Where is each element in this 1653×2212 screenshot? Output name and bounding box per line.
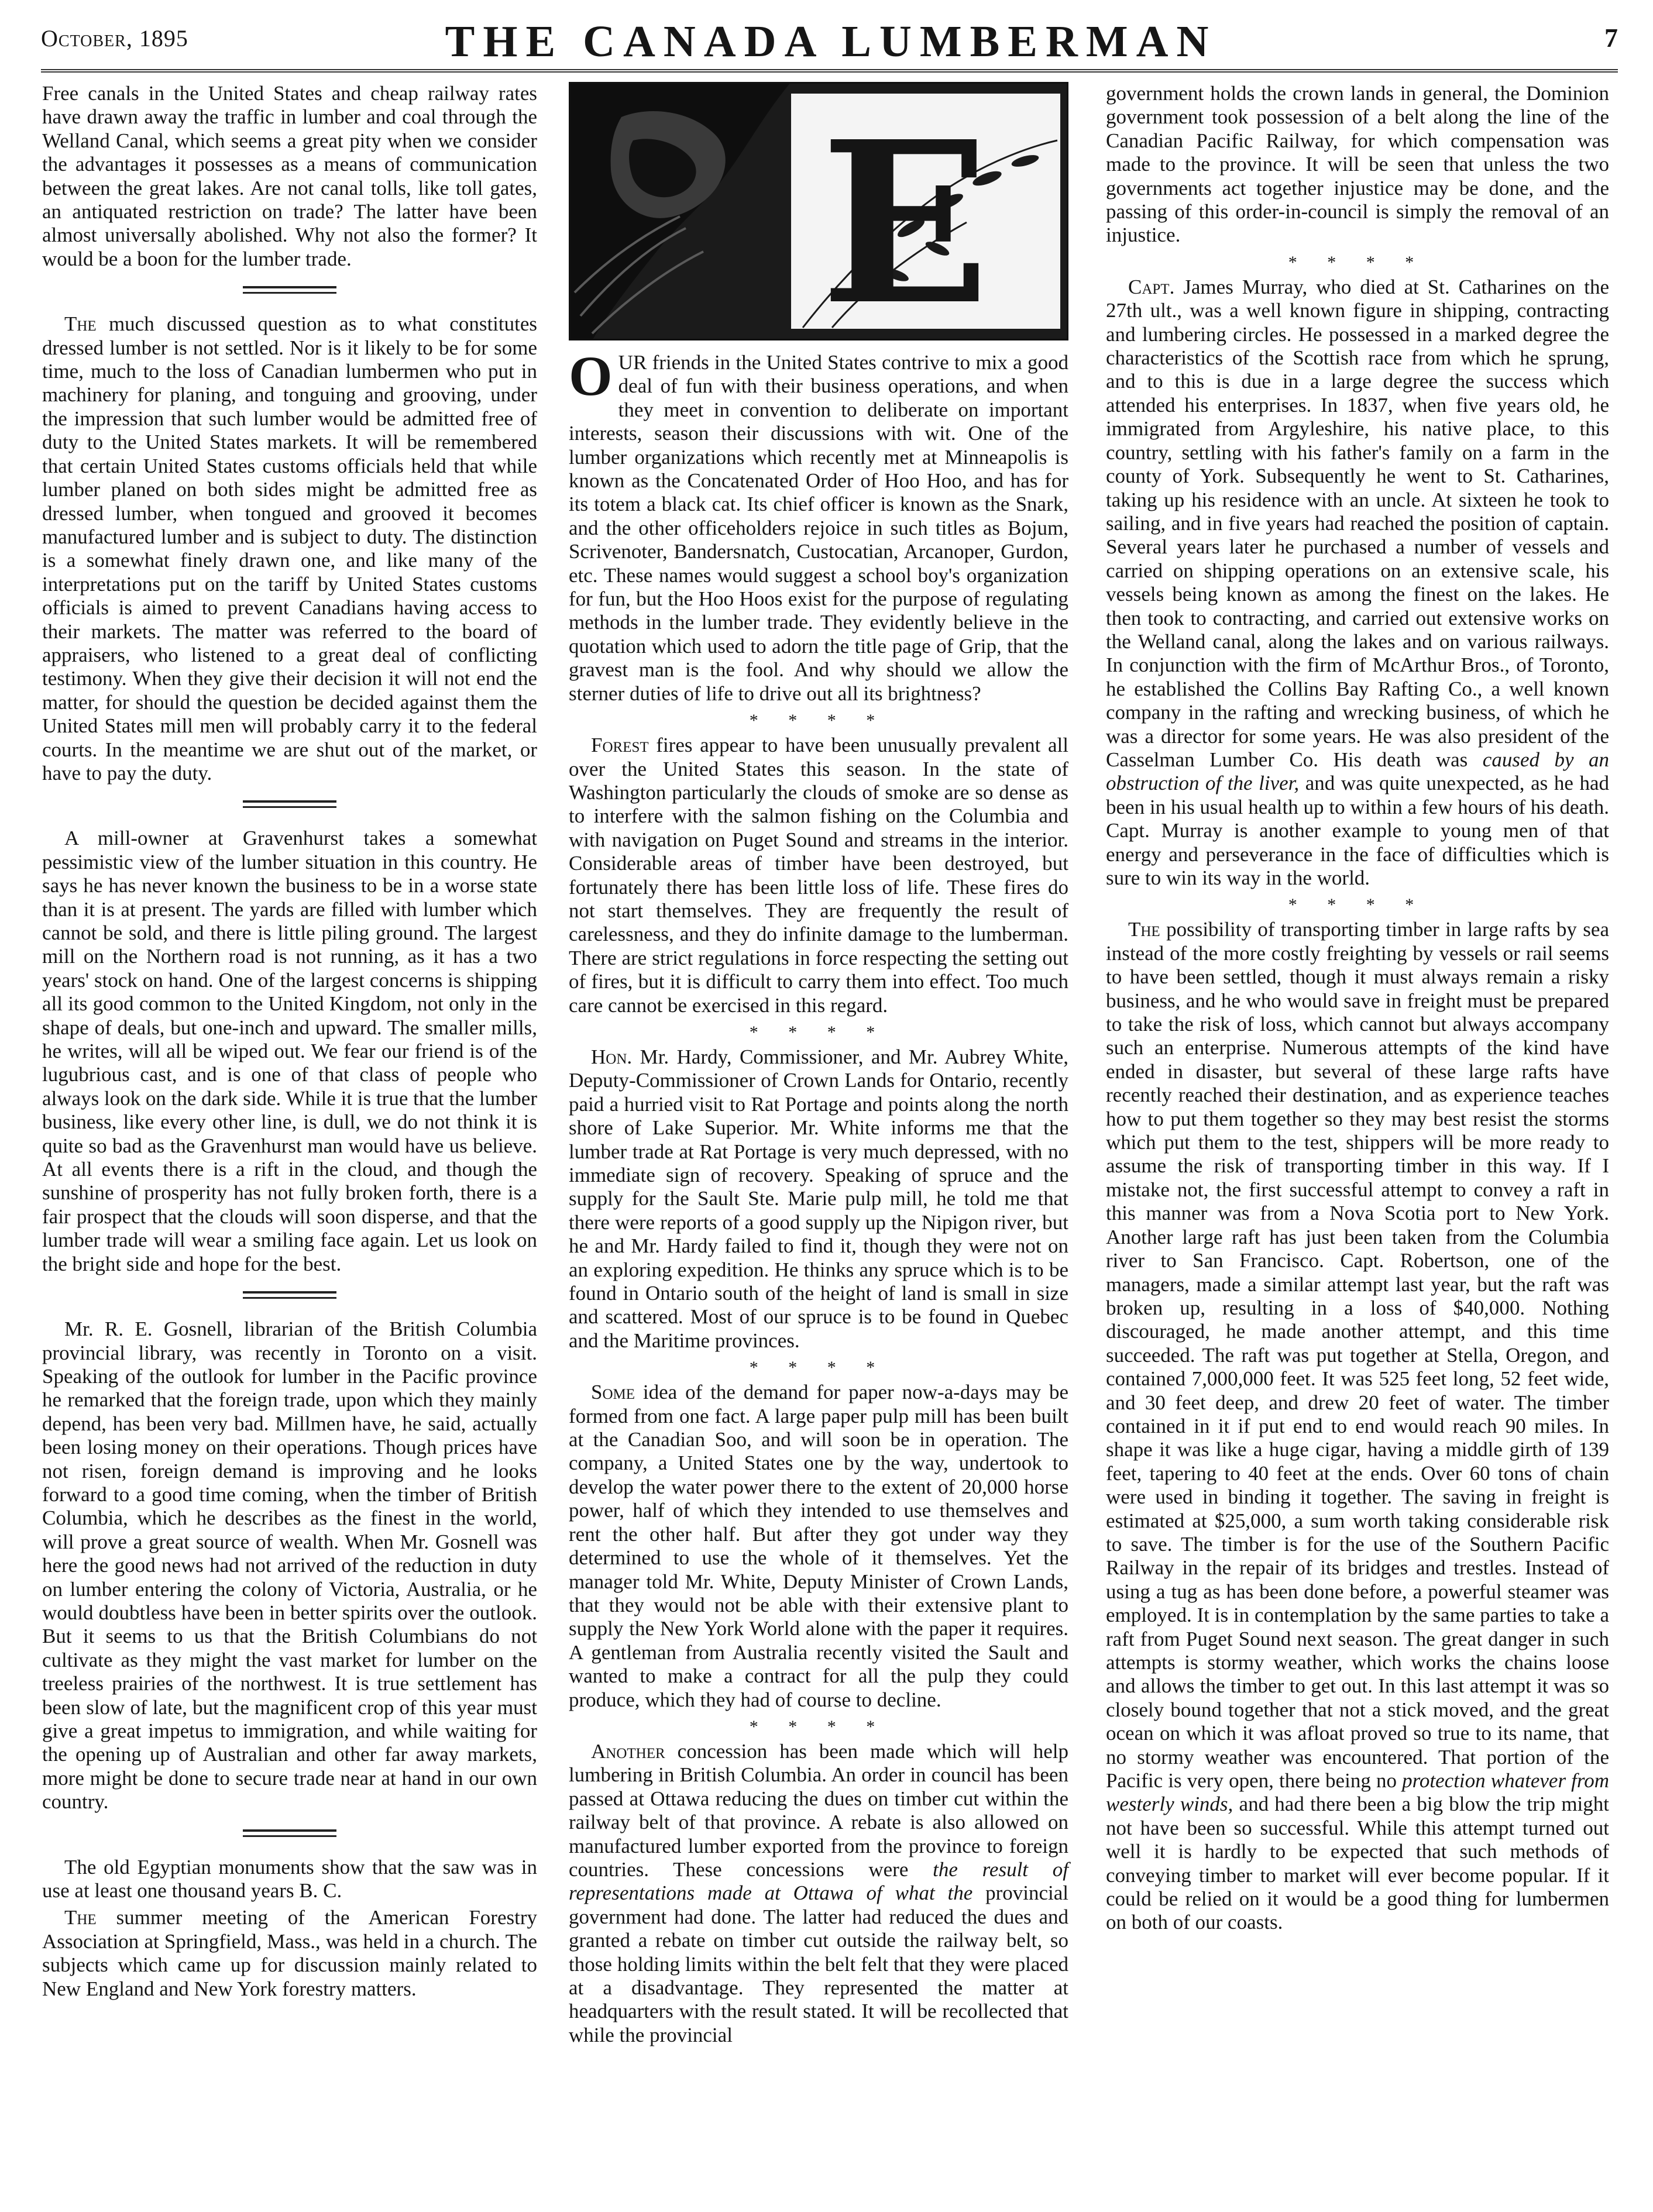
logo-illustration (569, 82, 1068, 340)
column-middle (569, 82, 1068, 2051)
article-gosnell: Mr. R. E. Gosnell, librarian of the British Columbia provincial library, was recently in Toronto on a visit. Speaking of the outlook for lumber in the Pacific province he remarked that the foreign trade, upon which they mainly depend, has been very bad. Millmen have, he said, actually been losing money on their operations. Though prices have not risen, foreign demand is improving and he looks forward to a good time coming, when the timber of British Columbia, which he describes as the finest in the world, will prove a great source of wealth. When Mr. Gosnell was here the good news had not arrived of the reduction in duty on lumber entering the colony of Victoria, Australia, or he would doubtless have been in better spirits over the outlook. But it seems to us that the British Columbians do not cultivate as they might the vast market for lumber on the treeless prairies of the northwest. It is true settlement has been slow of late, but the magnificent crop of this year must give a great impetus to immigration, and while waiting for the opening up of Australian and other far away markets, more might be done to secure trade near at hand in our own country. (42, 1317, 537, 1814)
article-body: provincial government had done. The latter had reduced the dues and granted a rebate on timber cut outside the railway belt, so those holding limits within the belt felt that they were placed at a disadvantage. They represented the matter at headquarters with the result stated. It will be recollected that while the provincial (569, 1881, 1068, 2046)
lead-word: The (64, 312, 97, 336)
star-divider: * * * * (749, 1358, 888, 1378)
article-paper-demand (569, 1381, 1068, 1712)
lead-word: Another (591, 1739, 665, 1763)
article-italic: protection whatever from westerly winds, (1106, 1769, 1610, 1816)
masthead-title: THE CANADA LUMBERMAN (445, 17, 1217, 66)
article-bc-concession (569, 1740, 1068, 2047)
logo-letters: E (820, 92, 990, 340)
article-body: James Murray, who died at St. Catharines on the 27th ult., was a well known figure in shipping, contracting and lumbering circles. He possessed in a marked degree the characteristics of the Scottish race from which he sprung, and to this is due in a large degree the success which attended his enterprises. In 1837, when five years old, he immigrated from Argyleshire, his native place, to this country, settling with his father's family on a farm in the county of York. Subsequently he went to St. Catharines, taking up his residence with an uncle. At sixteen he took to sailing, and in five years had reached the position of captain. Several years later he purchased a number of vessels and carried on shipping operations on an extensive scale, his vessels being known as among the finest on the lakes. He then took to contracting, and carried out extensive works on the Welland canal, along the lakes and on various railways. In conjunction with the firm of McArthur Bros., of Toronto, he established the Collins Bay Rafting Co., a well known company in the rafting and wrecking business, of which he was a director for some years. He was also president of the Casselman Lumber Co. His death was (1106, 275, 1609, 771)
article-body: concession has been made which will help lumbering in British Columbia. An order in council has been passed at Ottawa reducing the dues on timber cut within the railway belt of that province. A rebate is also allowed on manufactured lumber exported from the province to foreign countries. These concessions were (569, 1739, 1068, 1881)
lead-word: Capt. (1128, 275, 1175, 298)
article-hoo-hoo (569, 345, 1068, 706)
article-body: friends in the United States contrive to mix a good deal of fun with their business operations, and when they meet in convention to deliberate on important interests, season their discussions with wit. One of the lumber organizations which recently met at Minneapolis is known as the Concatenated Order of Hoo Hoo, and has for its totem a black cat. Its chief officer is known as the Snark, and the other officeholders rejoice in such titles as Bojum, Scrivenoter, Bandersnatch, Custocatian, Arcanoper, Gurdon, etc. These names would suggest a school boy's organization for fun, but the Hoo Hoos exist for the purpose of regulating methods in the lumber trade. They evidently believe in the quotation which used to adorn the title page of Grip, that the gravest man is the fool. And why should we allow the sterner duties of life to drive out all its brightness? (569, 351, 1068, 705)
article-body: possibility of transporting timber in large rafts by sea instead of the more costly freighting by vessels or rail seems to have been settled, though it must always remain a risky business, and he who would save in freight must be prepared to take the risk of loss, which cannot but always accompany such an enterprise. Numerous attempts of the kind have ended in disaster, but several of these large rafts have recently reached their destination, and as experience teaches how to put them together so they may best resist the storms which put them to the test, shippers will be more ready to assume the risk of transporting timber in this way. If I mistake not, the first successful attempt to convey a raft in this manner was from a Nova Scotia port to New York. Another large raft has just been taken from the Columbia river to San Francisco. Capt. Robertson, one of the managers, made a similar attempt last year, but the raft was broken up, resulting in a loss of $40,000. Nothing discouraged, he made another attempt, and this time succeeded. The raft was put together at Stella, Oregon, and contained 7,000,000 feet. It was 525 feet long, 52 feet wide, and 30 feet deep, and drew 20 feet of water. The timber contained in it if put end to end would reach 90 miles. In shape it was like a huge cigar, having a middle girth of 139 feet, tapering to 40 feet at the ends. Over 60 tons of chain were used in binding it together. The saving in freight is estimated at $25,000, a sum worth taking considerable risk to save. The timber is for the use of the Southern Pacific Railway in the repair of its bridges and trestles. Instead of using a tug as has been done before, a powerful steamer was employed. It is in contemplation by the same parties to take a raft from Puget Sound next season. The great danger in such attempts is stormy weather, which works the chains loose and allows the timber to get out. In this last attempt it was so closely bound together that not a stick moved, and the great ocean on which it was afloat proved so true to its name, that no stormy weather was encountered. That portion of the Pacific is very open, there being no (1106, 918, 1609, 1793)
section-divider (243, 800, 336, 808)
decorative-logo-image (569, 82, 1068, 340)
drop-cap: O (569, 345, 613, 407)
article-capt-murray (1106, 276, 1609, 890)
star-divider: * * * * (1288, 895, 1427, 915)
lead-word: UR (618, 351, 647, 374)
article-body: idea of the demand for paper now-a-days may be formed from one fact. A large paper pulp mill has been built at the Canadian Soo, and will soon be in operation. The company, a United States one by the way, undertook to develop the water power there to the extent of 20,000 horse power, half of which they intended to use themselves and rent the other half. But after they got under way they determined to use the whole of it themselves. Yet the manager told Mr. White, Deputy Minister of Crown Lands, that they would not be able with their extensive plant to supply the New York World alone with the paper it requires. A gentleman from Australia recently visited the Sault and wanted to make a contract for all the pulp they could produce, which they had of course to decline. (569, 1381, 1068, 1711)
lead-word: Hon. (591, 1045, 633, 1068)
header-rule (41, 69, 1618, 73)
article-body: and had there been a big blow the trip might not have been so successful. While this attempt turned out well it is hardly to be expected that such methods of conveying timber to market will ever become popular. If it could be relied on it would be a good thing for lumbermen on both of our coasts. (1106, 1793, 1609, 1934)
article-gravenhurst: A mill-owner at Gravenhurst takes a somewhat pessimistic view of the lumber situation in this country. He says he has never known the business to be in a worse state than it is at present. The yards are filled with lumber which cannot be sold, and there is little piling ground. The largest mill on the Northern road is not running, as it has a two years' stock on hand. One of the largest concerns is shipping all its good common to the United Kingdom, not only in the shape of deals, but one-inch and upward. The smaller mills, he writes, will all be wiped out. We fear our friend is of the lugubrious cast, and is one of that class of people who always look on the dark side. While it is true that the lumber business, like every other line, is dull, we do not think it is quite so bad as the Gravenhurst man would have us believe. At all events there is a rift in the cloud, and though the sunshine of prosperity has not fully broken forth, there is a fair prospect that the clouds will soon disperse, and that the lumber trade will wear a smiling face again. Let us look on the bright side and hope for the best. (42, 827, 537, 1275)
article-hardy-white (569, 1045, 1068, 1353)
column-left (42, 82, 537, 2004)
lead-word: The (64, 1906, 97, 1929)
issue-date: October, 1895 (41, 25, 188, 51)
star-divider: * * * * (749, 1022, 888, 1042)
section-divider (243, 1291, 336, 1299)
star-divider: * * * * (1288, 252, 1427, 272)
article-canals-continued: Free canals in the United States and cheap railway rates have drawn away the traffic in lumber and coal through the Welland Canal, which seems a great pity when we consider the advantages it possesses as a means of communication between the great lakes. Are not canal tolls, like toll gates, an antiquated restriction on trade? The latter have been almost universally abolished. Why not also the former? It would be a boon for the lumber trade. (42, 82, 537, 270)
article-dressed-lumber (42, 312, 537, 785)
article-forestry-meeting (42, 1906, 537, 2001)
article-forest-fires (569, 734, 1068, 1017)
section-divider (243, 286, 336, 294)
article-body: Mr. Hardy, Commissioner, and Mr. Aubrey White, Deputy-Commissioner of Crown Lands for Ontario, recently paid a hurried visit to Rat Portage and points along the north shore of Lake Superior. Mr. White informs me that the lumber trade at Rat Portage is very much depressed, with no immediate sign of recovery. Speaking of spruce and the supply for the Sault Ste. Marie pulp mill, he told me that there were reports of a good supply up the Nipigon river, but he and Mr. Hardy failed to find it, though they were not on an exploring expedition. He thinks any spruce which is to be found in Ontario south of the height of land is small in size and scattered. Most of our spruce is to be found in Quebec and the Maritime provinces. (569, 1045, 1068, 1352)
lead-word: Some (591, 1381, 635, 1404)
lead-word: The (1128, 918, 1160, 941)
article-timber-rafts (1106, 918, 1609, 1934)
article-italic: the result of representations made at Ottawa of what the (569, 1857, 1068, 1905)
star-divider: * * * * (749, 1716, 888, 1736)
page-number: 7 (1604, 23, 1618, 53)
article-body: and was quite unexpected, as he had been in his usual health up to within a few hours of his death. Capt. Murray is another example to young men of that energy and perseverance in the face of difficulties which is sure to win its way in the world. (1106, 772, 1609, 889)
article-italic: caused by an obstruction of the liver, (1106, 748, 1609, 795)
section-divider (243, 1829, 336, 1837)
lead-word: Forest (591, 734, 649, 757)
column-right (1106, 82, 1609, 1938)
article-body: much discussed question as to what constitutes dressed lumber is not settled. Nor is it likely to be for some time, much to the loss of Canadian lumbermen who put in machinery for planing, and tonguing and grooving, under the impression that such lumber would be admitted free of duty to the United States markets. It will be remembered that certain United States customs officials held that while lumber planed on both sides might be admitted free as dressed lumber, when tongued and grooved it becomes manufactured lumber and is subject to duty. The distinction is a somewhat finely drawn one, and like many of the interpretations put on the tariff by United States customs officials is aimed to prevent Canadians having access to their markets. The matter was referred to the board of appraisers, who listened to a great deal of conflicting testimony. When they give their decision it will not end the matter, for should the question be decided against them the United States mill men will probably carry it to the federal courts. In the meantime we are shut out of the market, or have to pay the duty. (42, 312, 537, 785)
article-body: summer meeting of the American Forestry Association at Springfield, Mass., was held in a church. The subjects which came up for discussion mainly related to New England and New York forestry matters. (42, 1906, 537, 2000)
article-egyptian-saw: The old Egyptian monuments show that the saw was in use at least one thousand years B. C. (42, 1855, 537, 1903)
star-divider: * * * * (749, 711, 888, 731)
article-body: fires appear to have been unusually prevalent all over the United States this season. In the state of Washington particularly the clouds of smoke are so dense as to interfere with the salmon fishing on the Columbia and with navigation on Puget Sound and streams in the interior. Considerable areas of timber have been destroyed, but fortunately there has been little loss of life. These fires do not start themselves. They are frequently the result of carelessness, and they do infinite damage to the lumberman. There are strict regulations in force respecting the setting out of fires, but it is difficult to carry them into effect. Too much care cannot be exercised in this regard. (569, 734, 1068, 1017)
article-concession-continued: government holds the crown lands in general, the Dominion government took possession of a belt along the line of the Canadian Pacific Railway, for which compensation was made to the province. It will be seen that unless the two governments act together injustice may be done, and the passing of this order-in-council is simply the removal of an injustice. (1106, 82, 1609, 247)
